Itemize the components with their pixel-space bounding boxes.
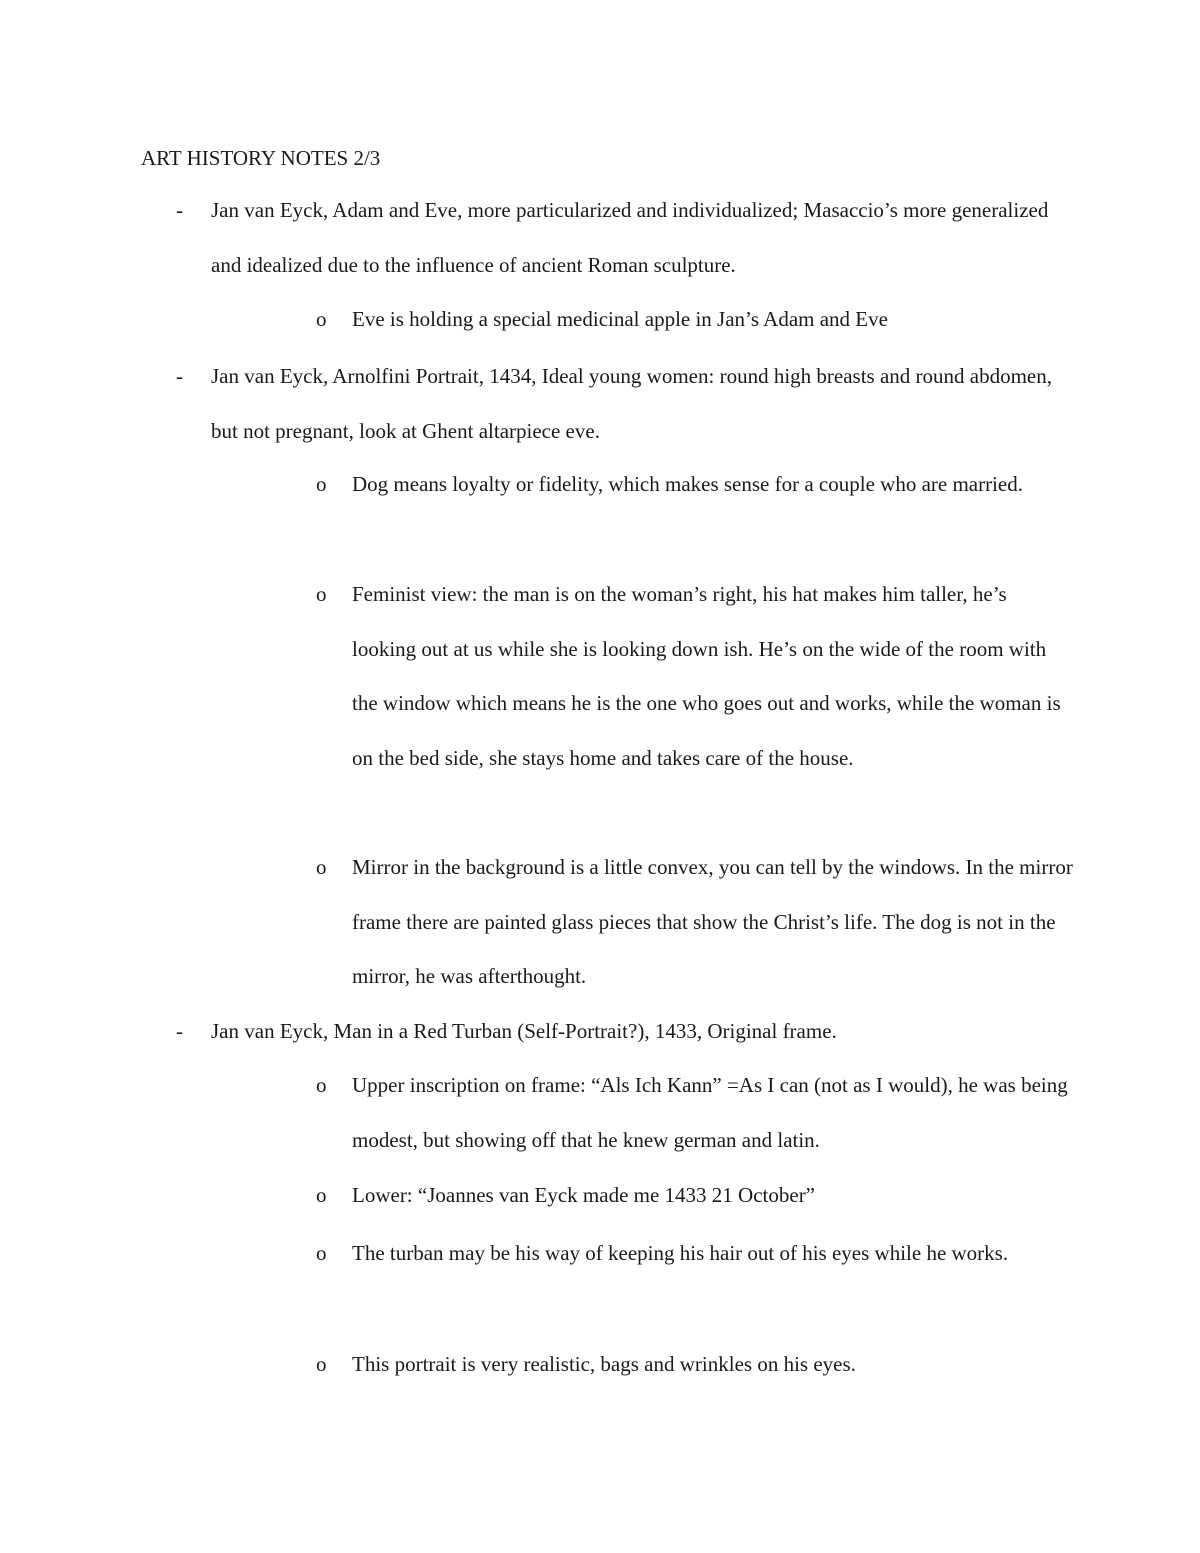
list-item-text: Dog means loyalty or fidelity, which makes sense for a couple who are married. bbox=[352, 472, 1024, 496]
sub-list-item bbox=[316, 1058, 1076, 1167]
sub-list-item bbox=[316, 1168, 1076, 1223]
circle-bullet: o bbox=[316, 1183, 327, 1207]
page-title: ART HISTORY NOTES 2/3 bbox=[141, 146, 381, 170]
sub-list-item bbox=[316, 1337, 1076, 1392]
circle-bullet: o bbox=[316, 1352, 327, 1376]
circle-bullet: o bbox=[316, 855, 327, 879]
circle-bullet: o bbox=[316, 582, 327, 606]
list-item-text: Jan van Eyck, Man in a Red Turban (Self-Portrait?), 1433, Original frame. bbox=[211, 1019, 837, 1043]
list-item-text: Jan van Eyck, Adam and Eve, more particularized and individualized; Masaccio’s more generalized and idealized due to the influence of ancient Roman sculpture. bbox=[211, 198, 1049, 277]
list-item-text: Upper inscription on frame: “Als Ich Kann” =As I can (not as I would), he was being modest, but showing off that he knew german and latin. bbox=[352, 1073, 1068, 1152]
sub-list-item bbox=[316, 457, 1076, 512]
list-item-text: Jan van Eyck, Arnolfini Portrait, 1434, Ideal young women: round high breasts and round abdomen, but not pregnant, look at Ghent altarpiece eve. bbox=[211, 364, 1053, 443]
circle-bullet: o bbox=[316, 1073, 327, 1097]
dash-bullet: - bbox=[176, 1019, 183, 1043]
sub-list-item bbox=[316, 1226, 1076, 1281]
circle-bullet: o bbox=[316, 307, 327, 331]
list-item-text: Eve is holding a special medicinal apple in Jan’s Adam and Eve bbox=[352, 307, 888, 331]
dash-bullet: - bbox=[176, 364, 183, 388]
list-item bbox=[141, 183, 1081, 292]
list-item bbox=[141, 349, 1081, 458]
circle-bullet: o bbox=[316, 472, 327, 496]
list-item bbox=[141, 1004, 1081, 1059]
list-item-text: The turban may be his way of keeping his hair out of his eyes while he works. bbox=[352, 1241, 1009, 1265]
list-item-text: Feminist view: the man is on the woman’s right, his hat makes him taller, he’s looking out at us while she is looking down ish. He’s on the wide of the room with the window which means he is the one who goes out and works, while the woman is on the bed side, she stays home and takes care of the house. bbox=[352, 582, 1061, 770]
list-item-text: Lower: “Joannes van Eyck made me 1433 21 October” bbox=[352, 1183, 816, 1207]
dash-bullet: - bbox=[176, 198, 183, 222]
list-item-text: Mirror in the background is a little convex, you can tell by the windows. In the mirror frame there are painted glass pieces that show the Christ’s life. The dog is not in the mirror, he was afterthought. bbox=[352, 855, 1073, 989]
sub-list-item bbox=[316, 840, 1076, 1004]
sub-list-item bbox=[316, 567, 1076, 785]
list-item-text: This portrait is very realistic, bags and wrinkles on his eyes. bbox=[352, 1352, 856, 1376]
circle-bullet: o bbox=[316, 1241, 327, 1265]
sub-list-item bbox=[316, 292, 1076, 347]
